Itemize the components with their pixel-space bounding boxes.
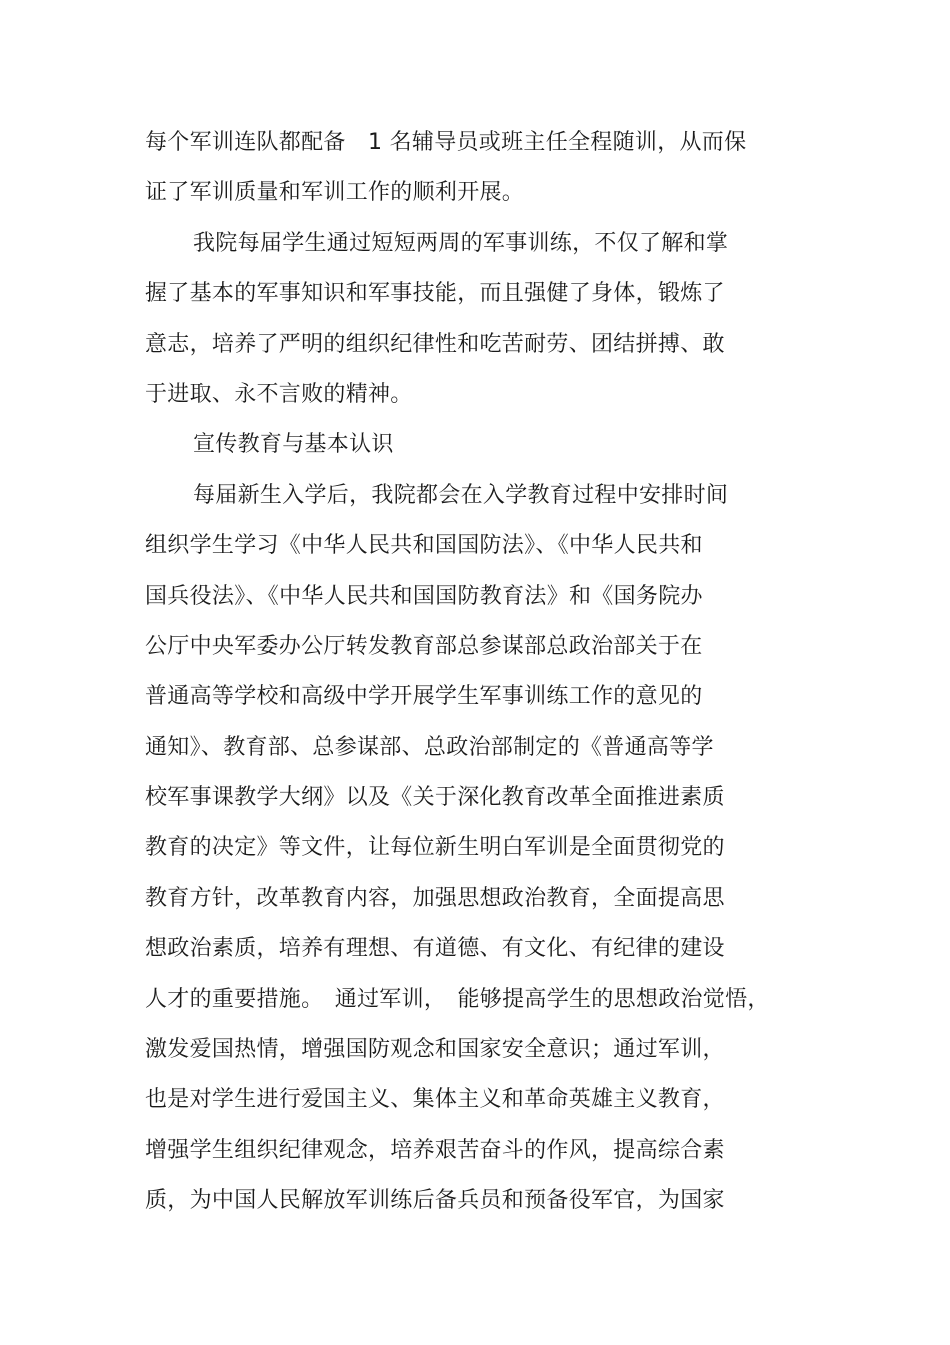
text-line-18: 人才的重要措施。 通过军训， 能够提高学生的思想政治觉悟， <box>145 986 770 1012</box>
text-line-6: 于进取、永不言败的精神。 <box>145 381 413 407</box>
text-line-5: 意志，培养了严明的组织纪律性和吃苦耐劳、团结拼搏、敢 <box>145 331 725 357</box>
text-line-19: 激发爱国热情，增强国防观念和国家安全意识；通过军训， <box>145 1037 725 1063</box>
text-line-1: 每个军训连队都配备 1 名辅导员或班主任全程随训，从而保 <box>145 130 747 155</box>
text-line-9: 组织学生学习《中华人民共和国国防法》、《中华人民共和 <box>145 533 703 559</box>
section-heading: 宣传教育与基本认识 <box>193 432 394 458</box>
text-line-14: 校军事课教学大纲》以及《关于深化教育改革全面推进素质 <box>145 785 725 811</box>
text-line-20: 也是对学生进行爱国主义、集体主义和革命英雄主义教育， <box>145 1087 725 1113</box>
text-line-21: 增强学生组织纪律观念，培养艰苦奋斗的作风，提高综合素 <box>145 1137 725 1163</box>
text-line-8: 每届新生入学后，我院都会在入学教育过程中安排时间 <box>193 482 729 508</box>
text-line-2: 证了军训质量和军训工作的顺利开展。 <box>145 180 525 206</box>
text-line-16: 教育方针，改革教育内容，加强思想政治教育，全面提高思 <box>145 885 725 911</box>
document-body <box>145 118 785 1227</box>
text-line-11: 公厅中央军委办公厅转发教育部总参谋部总政治部关于在 <box>145 633 703 659</box>
text-line-10: 国兵役法》、《中华人民共和国国防教育法》和《国务院办 <box>145 583 703 609</box>
text-line-4: 握了基本的军事知识和军事技能，而且强健了身体，锻炼了 <box>145 281 725 307</box>
text-line-22: 质，为中国人民解放军训练后备兵员和预备役军官，为国家 <box>145 1188 725 1214</box>
text-line-12: 普通高等学校和高级中学开展学生军事训练工作的意见的 <box>145 684 703 710</box>
text-line-13: 通知》、教育部、总参谋部、总政治部制定的《普通高等学 <box>145 734 714 760</box>
text-line-3: 我院每届学生通过短短两周的军事训练，不仅了解和掌 <box>193 230 729 256</box>
text-line-17: 想政治素质，培养有理想、有道德、有文化、有纪律的建设 <box>145 936 725 962</box>
text-line-15: 教育的决定》等文件，让每位新生明白军训是全面贯彻党的 <box>145 835 725 861</box>
